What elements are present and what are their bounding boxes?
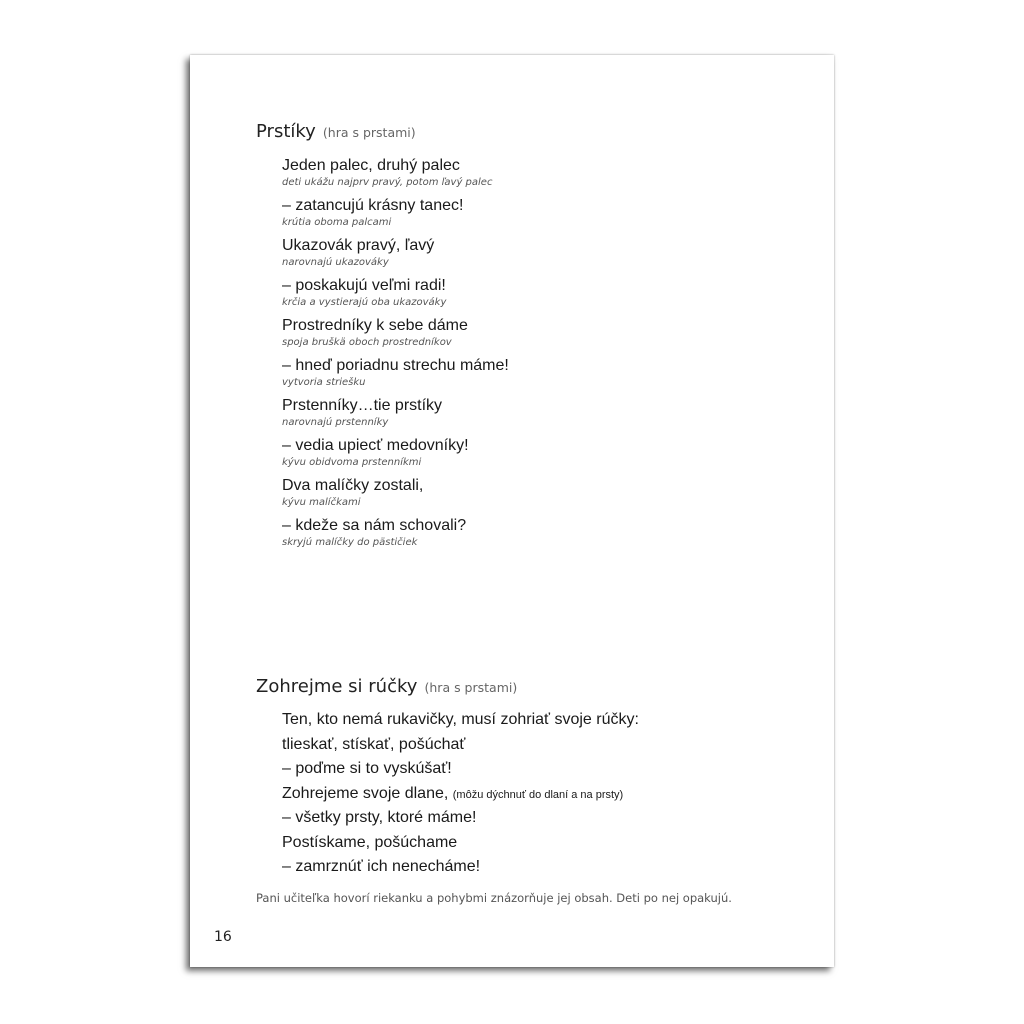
verse-line bbox=[282, 785, 623, 803]
verse-text: Zohrejeme svoje dlane, bbox=[282, 785, 449, 802]
verse-line: – zamrznúť ich nenecháme! bbox=[282, 858, 481, 875]
verse-line: Ten, kto nemá rukavičky, musí zohriať svoje rúčky: bbox=[282, 711, 639, 728]
section-title-zohrejme bbox=[256, 676, 517, 697]
verse-note: skryjú malíčky do pästičiek bbox=[282, 537, 418, 548]
page-number: 16 bbox=[214, 929, 232, 945]
verse-line: Jeden palec, druhý palec bbox=[282, 157, 460, 174]
verse-note: deti ukážu najprv pravý, potom ľavý palec bbox=[282, 177, 493, 188]
verse-line: – hneď poriadnu strechu máme! bbox=[282, 357, 509, 374]
verse-note: vytvoria striešku bbox=[282, 377, 366, 388]
verse-line: – všetky prsty, ktoré máme! bbox=[282, 809, 477, 826]
verse-note: spoja bruškä oboch prostredníkov bbox=[282, 337, 452, 348]
document-page bbox=[190, 55, 834, 967]
section-title: Zohrejme si rúčky bbox=[256, 676, 418, 697]
verse-note: narovnajú ukazováky bbox=[282, 257, 389, 268]
verse-line: – poskakujú veľmi radi! bbox=[282, 277, 446, 294]
verse-line: tlieskať, stískať, pošúchať bbox=[282, 736, 466, 753]
section-title: Prstíky bbox=[256, 121, 316, 142]
verse-note: krčia a vystierajú oba ukazováky bbox=[282, 297, 447, 308]
instruction-note: Pani učiteľka hovorí riekanku a pohybmi znázorňuje jej obsah. Deti po nej opakujú. bbox=[256, 891, 732, 905]
verse-line: Prostredníky k sebe dáme bbox=[282, 317, 468, 334]
verse-line: Ukazovák pravý, ľavý bbox=[282, 237, 435, 254]
verse-line: – kdeže sa nám schovali? bbox=[282, 517, 467, 534]
verse-line: – zatancujú krásny tanec! bbox=[282, 197, 464, 214]
verse-line: Dva malíčky zostali, bbox=[282, 477, 424, 494]
section-subtitle: (hra s prstami) bbox=[424, 680, 518, 695]
verse-inline-note: (môžu dýchnuť do dlaní a na prsty) bbox=[452, 789, 624, 801]
verse-note: krútia oboma palcami bbox=[282, 217, 392, 228]
verse-line: – poďme si to vyskúšať! bbox=[282, 760, 452, 777]
section-subtitle: (hra s prstami) bbox=[322, 125, 416, 140]
verse-note: kývu malíčkami bbox=[282, 497, 361, 508]
verse-note: narovnajú prstenníky bbox=[282, 417, 389, 428]
verse-line: – vedia upiecť medovníky! bbox=[282, 437, 469, 454]
verse-line: Postískame, pošúchame bbox=[282, 834, 458, 851]
verse-line: Prstenníky…tie prstíky bbox=[282, 397, 443, 414]
section-title-prstiky bbox=[256, 121, 416, 142]
verse-note: kývu obidvoma prstenníkmi bbox=[282, 457, 422, 468]
